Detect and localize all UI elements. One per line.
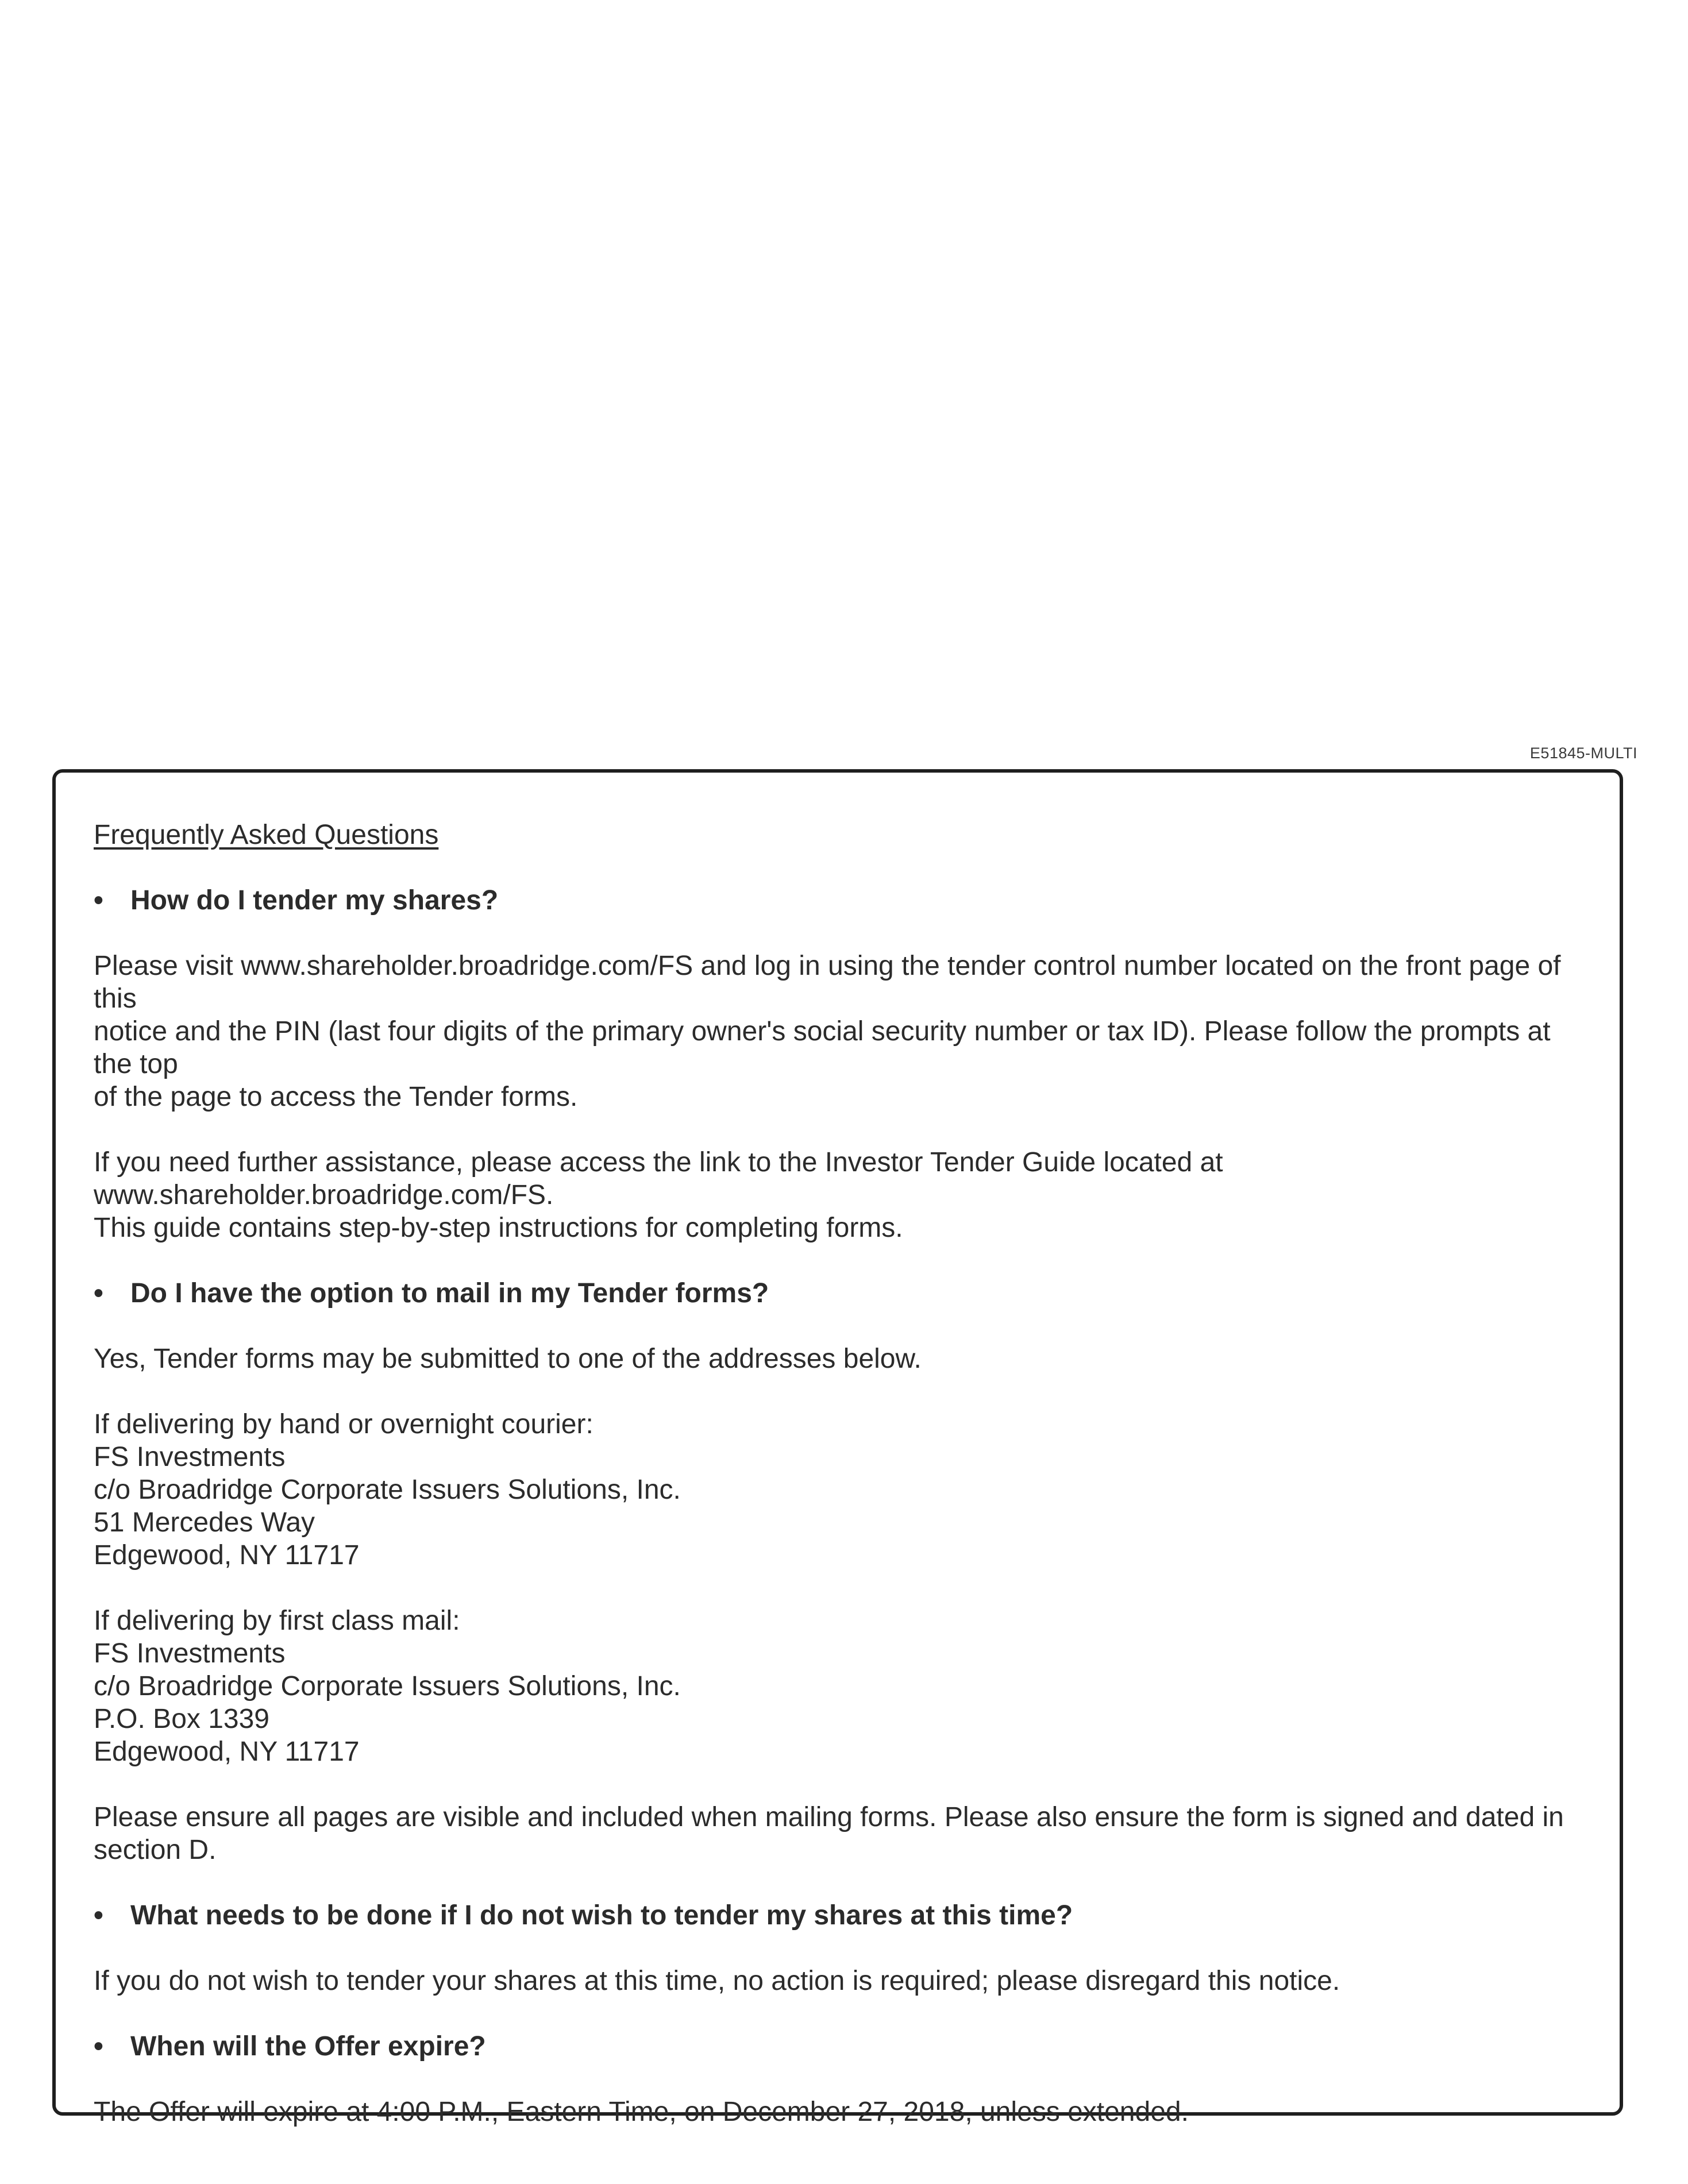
faq-answer-mail-note: Please ensure all pages are visible and included when mailing forms. Please also ensure the form is signed and dated in section D. [94, 1802, 1564, 1865]
faq-question-no-tender [94, 1899, 1587, 1932]
address-line: Edgewood, NY 11717 [94, 1737, 360, 1767]
question-text: Do I have the option to mail in my Tender forms? [130, 1278, 769, 1309]
faq-answer-tender-shares [94, 950, 1587, 1113]
address-line: If delivering by first class mail: [94, 1606, 460, 1636]
address-line: Edgewood, NY 11717 [94, 1540, 360, 1571]
address-line: FS Investments [94, 1442, 286, 1472]
answer-line: Please visit www.shareholder.broadridge.com/FS and log in using the tender control number located on the front page of this [94, 951, 1561, 1014]
faq-question-offer-expire [94, 2030, 1587, 2063]
address-line: c/o Broadridge Corporate Issuers Solutions, Inc. [94, 1671, 681, 1701]
bullet-icon: • [94, 1900, 103, 1931]
faq-question-tender-shares [94, 884, 1587, 917]
faq-question-mail-forms [94, 1277, 1587, 1310]
address-line: FS Investments [94, 1638, 286, 1669]
faq-answer-mail-intro: Yes, Tender forms may be submitted to one of the addresses below. [94, 1344, 922, 1374]
bullet-icon: • [94, 1278, 103, 1309]
address-line: 51 Mercedes Way [94, 1507, 315, 1538]
address-first-class-mail [94, 1604, 1587, 1768]
faq-answer-tender-guide [94, 1146, 1587, 1244]
address-hand-delivery [94, 1408, 1587, 1572]
address-line: P.O. Box 1339 [94, 1704, 269, 1734]
question-text: How do I tender my shares? [130, 885, 499, 916]
faq-section [94, 819, 1587, 2161]
address-line: c/o Broadridge Corporate Issuers Solutions, Inc. [94, 1475, 681, 1505]
bullet-icon: • [94, 2031, 103, 2062]
question-text: When will the Offer expire? [130, 2031, 486, 2062]
address-line: If delivering by hand or overnight courier: [94, 1409, 594, 1440]
question-text: What needs to be done if I do not wish to tender my shares at this time? [130, 1900, 1073, 1931]
document-code: E51845-MULTI [1529, 744, 1637, 762]
faq-answer-offer-expire: The Offer will expire at 4:00 P.M., Eastern Time, on December 27, 2018, unless extended. [94, 2097, 1189, 2127]
faq-answer-no-tender: If you do not wish to tender your shares at this time, no action is required; please disregard this notice. [94, 1966, 1340, 1996]
bullet-icon: • [94, 885, 103, 916]
answer-line: of the page to access the Tender forms. [94, 1082, 578, 1112]
faq-heading: Frequently Asked Questions [94, 820, 439, 850]
answer-line: If you need further assistance, please access the link to the Investor Tender Guide located at www.shareholder.broadridge.com/FS. [94, 1147, 1223, 1210]
answer-line: This guide contains step-by-step instructions for completing forms. [94, 1213, 903, 1243]
answer-line: notice and the PIN (last four digits of the primary owner's social security number or tax ID). Please follow the prompts at the top [94, 1016, 1551, 1079]
